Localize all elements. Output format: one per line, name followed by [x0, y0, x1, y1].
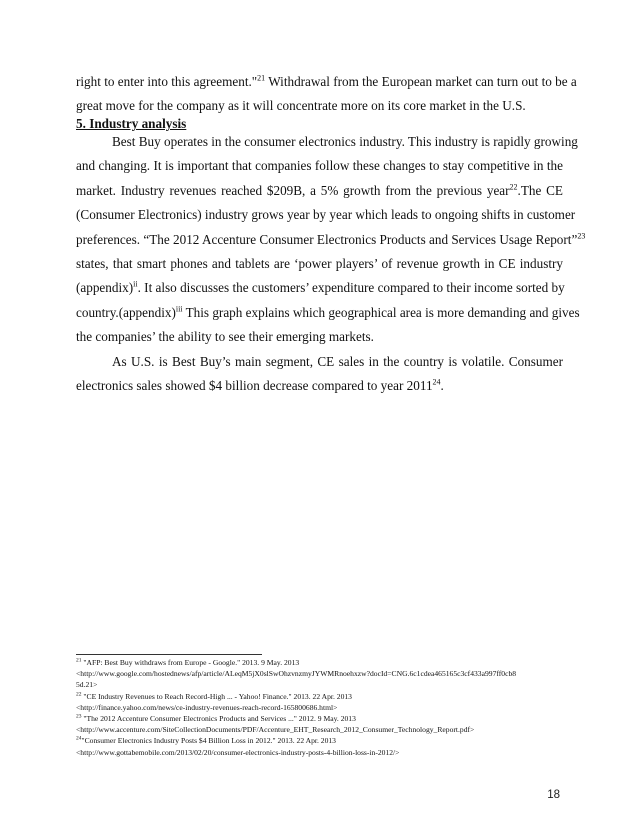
page-number: 18	[547, 789, 560, 801]
footnote-ref-23: 23	[577, 231, 586, 241]
footnote-link[interactable]: <http://www.gottabemobile.com/2013/02/20/consumer-electronics-industry-posts-4-billion-loss-in-2012/>	[76, 747, 400, 757]
text-line: (appendix)$^{ii}$. It also discusses the customers’ expenditure compared to their income sorted by	[76, 280, 565, 296]
text-line: great move for the company as it will concentrate more on its core market in the U.S.	[76, 98, 526, 114]
footnote-21: $^{21}$ "AFP: Best Buy withdraws from Europe - Google." 2013. 9 May. 2013	[76, 657, 300, 667]
footnote-link[interactable]: <http://finance.yahoo.com/news/ce-industry-revenues-reach-record-165800686.html>	[76, 702, 338, 712]
text-line: market. Industry revenues reached $209B, a 5% growth from the previous year$^{22}$.The CE	[76, 182, 563, 198]
industry-analysis-body	[76, 130, 586, 398]
footnote-link[interactable]: <http://www.accenture.com/SiteCollectionDocuments/PDF/Accenture_EHT_Research_2012_Consumer_Technology_Report.pdf>	[76, 725, 475, 735]
text-line: right to enter into this agreement."$^{21}$ Withdrawal from the European market can turn out to be a	[76, 73, 577, 89]
paragraph-continuation	[76, 70, 577, 119]
footnote-link-cont: 5d.21>	[76, 680, 98, 690]
text-line: Best Buy operates in the consumer electronics industry. This industry is rapidly growing	[112, 134, 578, 149]
text-line: states, that smart phones and tablets are ‘power players’ of revenue growth in CE industry	[76, 256, 563, 272]
text-line: the companies’ the ability to see their emerging markets.	[76, 329, 374, 345]
footnote-23: $^{23}$ "The 2012 Accenture Consumer Electronics Products and Services ..." 2012. 9 May. 2013	[76, 713, 356, 724]
text-line: (Consumer Electronics) industry grows year by year which leads to ongoing shifts in customer	[76, 207, 576, 223]
endnote-ref-ii: ii	[133, 280, 138, 290]
footnotes	[76, 657, 576, 758]
footnote-ref-22: 22	[509, 182, 518, 192]
endnote-ref-iii: iii	[175, 304, 183, 314]
text-line: country.(appendix)$^{iii}$ This graph explains which geographical area is more demanding and gives	[76, 304, 580, 320]
footnote-22: $^{22}$ "CE Industry Revenues to Reach Record-High ... - Yahoo! Finance." 2013. 22 Apr. 2013	[76, 691, 352, 701]
footnote-link[interactable]: <http://www.google.com/hostednews/afp/article/ALeqM5jX0slSwOhzvnzmyJYWMRnoehxzw?docId=CNG.6c1cdea465165c3cf433a997ff0cb8	[76, 669, 517, 679]
footnote-ref-24: 24	[432, 377, 441, 387]
footnote-ref-21: 21	[257, 73, 266, 83]
section-heading: 5. Industry analysis	[76, 116, 187, 131]
text-line: As U.S. is Best Buy’s main segment, CE sales in the country is volatile. Consumer	[112, 353, 563, 369]
text-line: and changing. It is important that companies follow these changes to stay competitive in the	[76, 158, 563, 174]
footnote-24: $^{24}$"Consumer Electronics Industry Posts $4 Billion Loss in 2012." 2013. 22 Apr. 2013	[76, 735, 336, 746]
footnote-separator	[76, 654, 262, 655]
text-line: preferences. “The 2012 Accenture Consumer Electronics Products and Services Usage Report”$^{23}$	[76, 231, 586, 247]
text-line: electronics sales showed $4 billion decrease compared to year 2011$^{24}$.	[76, 377, 444, 394]
